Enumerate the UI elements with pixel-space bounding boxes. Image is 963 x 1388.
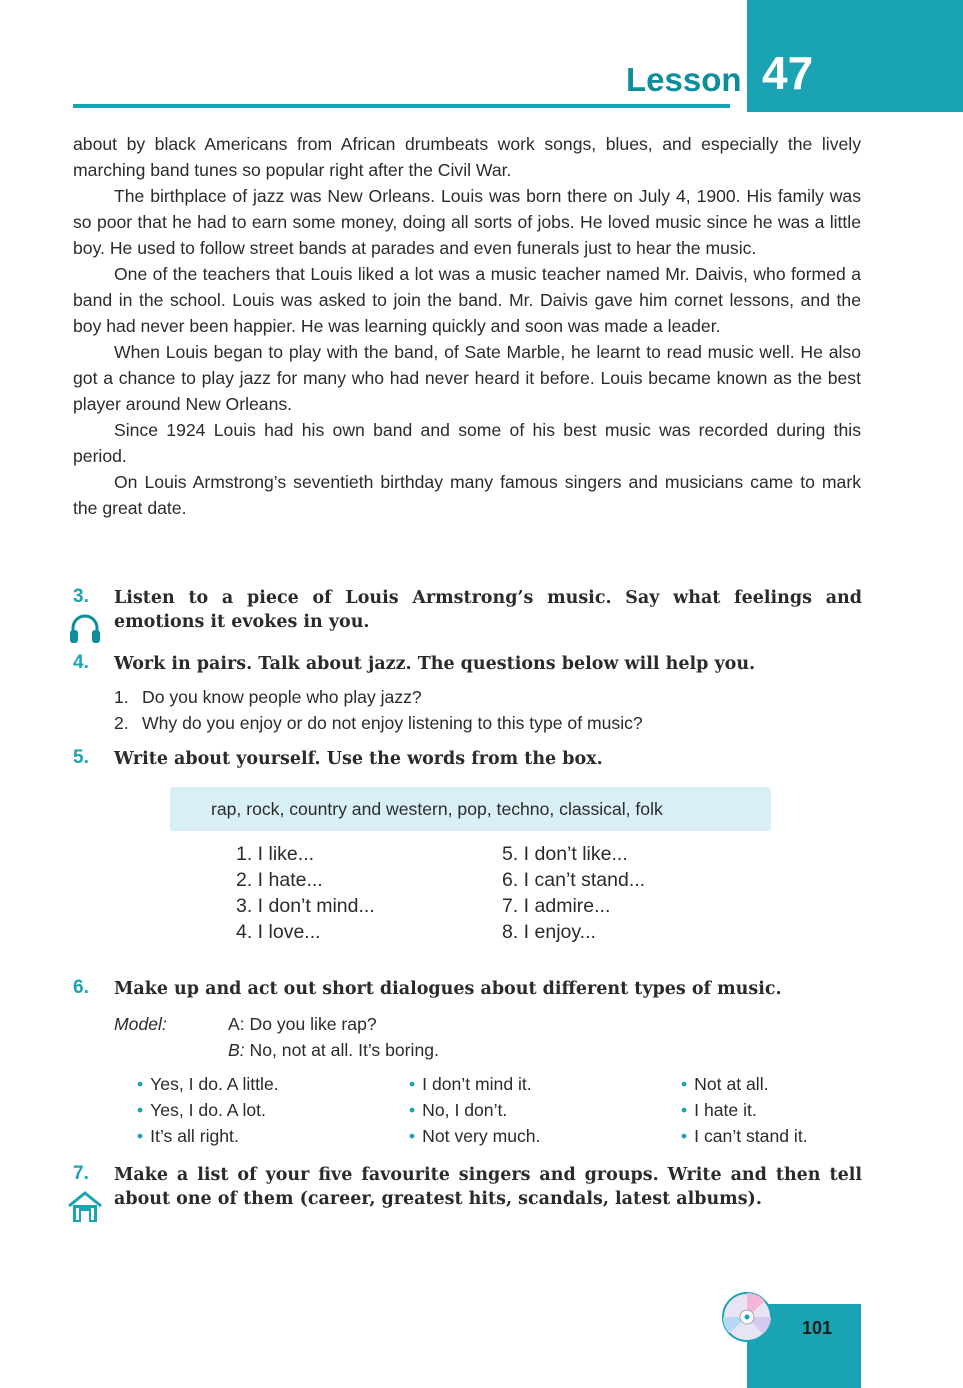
lesson-number: 47 [762, 47, 814, 99]
exercise-5-number: 5. [73, 747, 89, 768]
paragraph: One of the teachers that Louis liked a lot was a music teacher named Mr. Daivis, who formed a band in the school. Louis was asked to join the band. Mr. Daivis gave him cornet lessons, and the boy had never been happier. He was learning quickly and soon was made a leader. [73, 264, 861, 336]
reading-text [73, 131, 861, 521]
headphones-icon [68, 612, 102, 646]
speaker-b: B: [228, 1040, 245, 1060]
list-item [114, 710, 643, 736]
list-item: • No, I don’t. [409, 1097, 540, 1123]
exercise-4-number: 4. [73, 652, 89, 673]
sentence-starters-left [236, 841, 375, 945]
dialogue-line-a: A: Do you like rap? [228, 1014, 377, 1034]
paragraph: On Louis Armstrong’s seventieth birthday many famous singers and musicians came to mark the great date. [73, 472, 861, 518]
exercise-3-instruction: Listen to a piece of Louis Armstrong’s music. Say what feelings and emotions it evokes in you. [114, 588, 862, 632]
word-box-text: rap, rock, country and western, pop, techno, classical, folk [211, 799, 663, 819]
paragraph: The birthplace of jazz was New Orleans. Louis was born there on July 4, 1900. His family was so poor that he had to earn some money, doing all sorts of jobs. He loved music since he was a little boy. He used to follow street bands at parades and even funerals just to hear the music. [73, 186, 861, 258]
list-item: • Not very much. [409, 1123, 540, 1149]
list-item: 5. I don’t like... [502, 843, 628, 865]
exercise-3-number: 3. [73, 586, 89, 607]
exercise-7-instruction: Make a list of your five favourite singers and groups. Write and then tell about one of them (career, greatest hits, scandals, latest albums). [114, 1165, 862, 1209]
word-box [170, 787, 771, 831]
list-item: 3. I don’t mind... [236, 895, 375, 917]
header-rule [73, 104, 730, 108]
question-number: 1. [114, 687, 129, 707]
home-icon [67, 1191, 103, 1223]
exercise-4-instruction: Work in pairs. Talk about jazz. The questions below will help you. [114, 654, 756, 674]
cd-icon [721, 1291, 773, 1343]
exercise-5-instruction: Write about yourself. Use the words from the box. [114, 749, 603, 769]
exercise-6-instruction: Make up and act out short dialogues about different types of music. [114, 979, 782, 999]
list-item: • It’s all right. [137, 1123, 279, 1149]
model-label: Model: [114, 1014, 167, 1034]
paragraph: Since 1924 Louis had his own band and some of his best music was recorded during this period. [73, 420, 861, 466]
list-item: 7. I admire... [502, 895, 611, 917]
dialogue-line-b-text: No, not at all. It’s boring. [244, 1040, 439, 1060]
paragraph: about by black Americans from African drumbeats work songs, blues, and especially the lively marching band tunes so popular right after the Civil War. [73, 134, 861, 180]
model-dialogue [228, 1011, 439, 1063]
list-item: 2. I hate... [236, 869, 323, 891]
responses-column-2 [409, 1071, 540, 1149]
question-text: Why do you enjoy or do not enjoy listening to this type of music? [142, 713, 643, 733]
list-item: • Yes, I do. A lot. [137, 1097, 279, 1123]
responses-column-3 [681, 1071, 808, 1149]
paragraph: When Louis began to play with the band, of Sate Marble, he learnt to read music well. He also got a chance to play jazz for many who had never heard it before. Louis became known as the best player around New Orleans. [73, 342, 861, 414]
list-item: 4. I love... [236, 921, 321, 943]
responses-column-1 [137, 1071, 279, 1149]
list-item: • I can’t stand it. [681, 1123, 808, 1149]
page-number: 101 [802, 1318, 833, 1338]
lesson-title: Lesson [626, 61, 742, 98]
question-list [114, 684, 643, 736]
list-item [114, 684, 643, 710]
sentence-starters-right [502, 841, 645, 945]
question-text: Do you know people who play jazz? [142, 687, 422, 707]
list-item: 1. I like... [236, 843, 315, 865]
question-number: 2. [114, 713, 129, 733]
list-item: • Yes, I do. A little. [137, 1071, 279, 1097]
list-item: • Not at all. [681, 1071, 808, 1097]
list-item: • I don’t mind it. [409, 1071, 540, 1097]
list-item: 6. I can’t stand... [502, 869, 646, 891]
list-item: 8. I enjoy... [502, 921, 596, 943]
exercise-7-number: 7. [73, 1163, 89, 1184]
dialogue-line-b [228, 1037, 439, 1063]
exercise-6-number: 6. [73, 977, 89, 998]
list-item: • I hate it. [681, 1097, 808, 1123]
